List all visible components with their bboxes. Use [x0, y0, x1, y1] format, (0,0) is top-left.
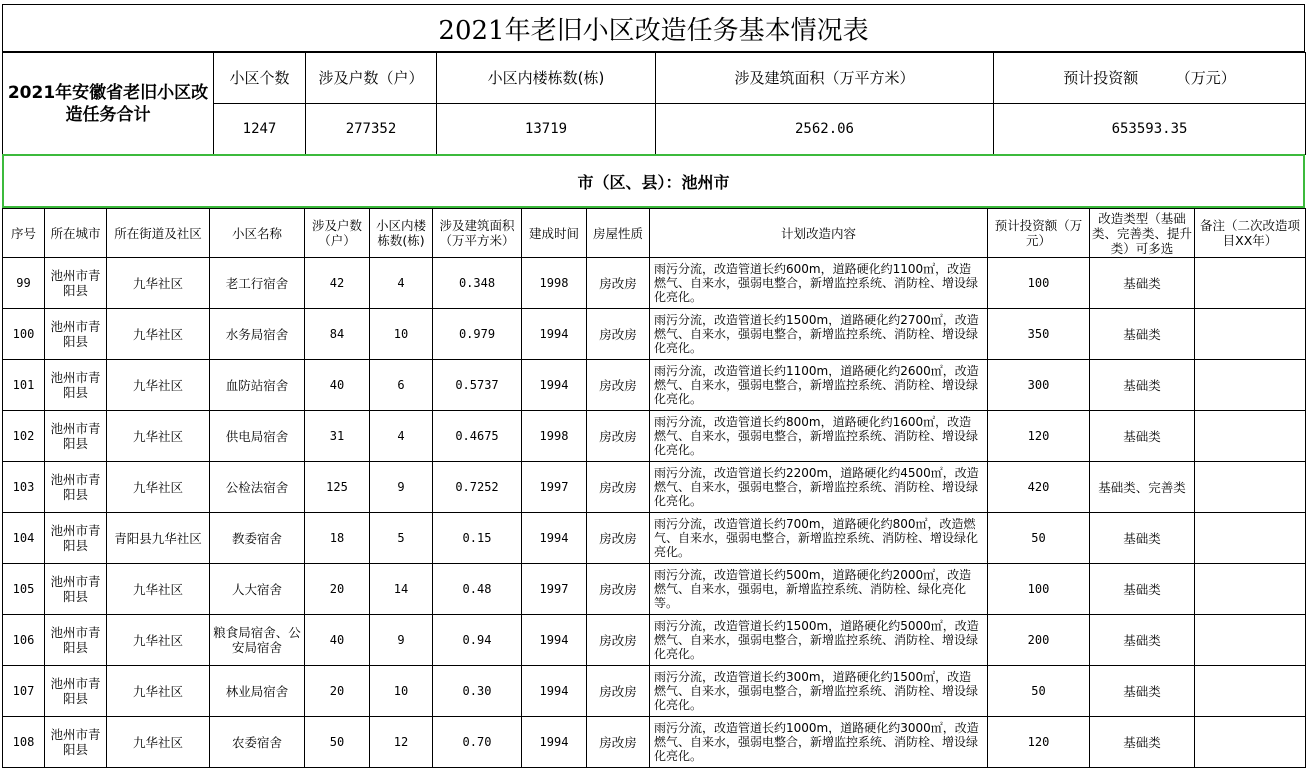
cell-plan: 雨污分流，改造管道长约500m，道路硬化约2000㎡，改造燃气、自来水，强弱电，新增监控系统、消防栓、绿化亮化等。 [650, 564, 988, 615]
cell-renovation-type: 基础类 [1090, 717, 1195, 768]
summary-header-households: 涉及户数（户） [306, 53, 437, 104]
cell-renovation-type: 基础类 [1090, 615, 1195, 666]
table-row [3, 411, 1306, 462]
cell-buildings: 10 [370, 666, 433, 717]
cell-serial: 103 [3, 462, 45, 513]
table-row [3, 666, 1306, 717]
table-row [3, 462, 1306, 513]
cell-households: 125 [305, 462, 370, 513]
cell-plan: 雨污分流，改造管道长约300m，道路硬化约1500㎡，改造燃气、自来水，强弱电整合，新增监控系统、消防栓、增设绿化亮化。 [650, 666, 988, 717]
summary-header-communities: 小区个数 [214, 53, 306, 104]
cell-buildings: 9 [370, 615, 433, 666]
cell-year: 1994 [522, 309, 587, 360]
cell-community-name: 人大宿舍 [210, 564, 305, 615]
cell-area: 0.15 [433, 513, 522, 564]
cell-serial: 107 [3, 666, 45, 717]
cell-households: 40 [305, 360, 370, 411]
cell-households: 40 [305, 615, 370, 666]
sheet-title: 2021年老旧小区改造任务基本情况表 [2, 4, 1305, 52]
summary-header-investment: 预计投资额 （万元） [994, 53, 1306, 104]
column-header: 改造类型（基础类、完善类、提升类）可多选 [1090, 209, 1195, 258]
cell-investment: 350 [988, 309, 1090, 360]
cell-city: 池州市青阳县 [45, 462, 107, 513]
column-header: 涉及建筑面积（万平方米） [433, 209, 522, 258]
cell-buildings: 5 [370, 513, 433, 564]
cell-buildings: 6 [370, 360, 433, 411]
cell-year: 1994 [522, 666, 587, 717]
cell-investment: 200 [988, 615, 1090, 666]
cell-city: 池州市青阳县 [45, 615, 107, 666]
column-header: 预计投资额（万元） [988, 209, 1090, 258]
cell-investment: 300 [988, 360, 1090, 411]
cell-area: 0.5737 [433, 360, 522, 411]
column-header: 涉及户数（户） [305, 209, 370, 258]
cell-street: 青阳县九华社区 [107, 513, 210, 564]
cell-serial: 105 [3, 564, 45, 615]
table-row [3, 615, 1306, 666]
cell-serial: 108 [3, 717, 45, 768]
cell-renovation-type: 基础类 [1090, 360, 1195, 411]
cell-area: 0.30 [433, 666, 522, 717]
cell-investment: 420 [988, 462, 1090, 513]
cell-street: 九华社区 [107, 360, 210, 411]
cell-investment: 100 [988, 258, 1090, 309]
cell-housing-nature: 房改房 [587, 411, 650, 462]
cell-serial: 99 [3, 258, 45, 309]
cell-city: 池州市青阳县 [45, 411, 107, 462]
cell-city: 池州市青阳县 [45, 564, 107, 615]
column-header: 备注（二次改造项目XX年） [1195, 209, 1306, 258]
cell-housing-nature: 房改房 [587, 666, 650, 717]
column-header: 小区内楼栋数(栋) [370, 209, 433, 258]
cell-serial: 100 [3, 309, 45, 360]
cell-households: 42 [305, 258, 370, 309]
cell-street: 九华社区 [107, 309, 210, 360]
cell-buildings: 4 [370, 258, 433, 309]
cell-city: 池州市青阳县 [45, 360, 107, 411]
summary-header-buildings: 小区内楼栋数(栋) [437, 53, 656, 104]
cell-buildings: 14 [370, 564, 433, 615]
cell-investment: 120 [988, 717, 1090, 768]
cell-year: 1994 [522, 513, 587, 564]
table-row [3, 309, 1306, 360]
cell-area: 0.70 [433, 717, 522, 768]
summary-value-investment: 653593.35 [994, 104, 1306, 155]
cell-area: 0.48 [433, 564, 522, 615]
summary-header-area: 涉及建筑面积（万平方米） [656, 53, 994, 104]
cell-city: 池州市青阳县 [45, 666, 107, 717]
cell-renovation-type: 基础类、完善类 [1090, 462, 1195, 513]
column-header: 所在街道及社区 [107, 209, 210, 258]
cell-investment: 50 [988, 513, 1090, 564]
cell-street: 九华社区 [107, 666, 210, 717]
cell-community-name: 农委宿舍 [210, 717, 305, 768]
table-row [3, 717, 1306, 768]
table-header-row [3, 209, 1306, 258]
cell-plan: 雨污分流，改造管道长约1500m，道路硬化约5000㎡，改造燃气、自来水，强弱电整合，新增监控系统、消防栓、增设绿化亮化。 [650, 615, 988, 666]
cell-housing-nature: 房改房 [587, 513, 650, 564]
summary-value-communities: 1247 [214, 104, 306, 155]
table-row [3, 360, 1306, 411]
summary-label: 2021年安徽省老旧小区改造任务合计 [3, 53, 214, 155]
cell-households: 20 [305, 666, 370, 717]
cell-renovation-type: 基础类 [1090, 258, 1195, 309]
cell-plan: 雨污分流，改造管道长约1100m，道路硬化约2600㎡，改造燃气、自来水，强弱电整合，新增监控系统、消防栓、增设绿化亮化。 [650, 360, 988, 411]
column-header: 所在城市 [45, 209, 107, 258]
cell-city: 池州市青阳县 [45, 513, 107, 564]
summary-value-households: 277352 [306, 104, 437, 155]
cell-renovation-type: 基础类 [1090, 411, 1195, 462]
cell-serial: 101 [3, 360, 45, 411]
cell-households: 84 [305, 309, 370, 360]
cell-buildings: 9 [370, 462, 433, 513]
cell-note [1195, 411, 1306, 462]
cell-housing-nature: 房改房 [587, 462, 650, 513]
table-row [3, 513, 1306, 564]
cell-housing-nature: 房改房 [587, 717, 650, 768]
cell-community-name: 血防站宿舍 [210, 360, 305, 411]
cell-year: 1994 [522, 717, 587, 768]
cell-year: 1997 [522, 462, 587, 513]
cell-community-name: 供电局宿舍 [210, 411, 305, 462]
cell-buildings: 10 [370, 309, 433, 360]
cell-note [1195, 309, 1306, 360]
cell-households: 31 [305, 411, 370, 462]
cell-year: 1994 [522, 360, 587, 411]
cell-investment: 100 [988, 564, 1090, 615]
cell-plan: 雨污分流，改造管道长约2200m，道路硬化约4500㎡，改造燃气、自来水，强弱电整合，新增监控系统、消防栓、增设绿化亮化。 [650, 462, 988, 513]
cell-year: 1997 [522, 564, 587, 615]
cell-renovation-type: 基础类 [1090, 564, 1195, 615]
cell-households: 20 [305, 564, 370, 615]
cell-note [1195, 258, 1306, 309]
column-header: 小区名称 [210, 209, 305, 258]
summary-table [2, 52, 1306, 155]
cell-plan: 雨污分流，改造管道长约1500m，道路硬化约2700㎡，改造燃气、自来水，强弱电整合，新增监控系统、消防栓、增设绿化亮化。 [650, 309, 988, 360]
summary-value-buildings: 13719 [437, 104, 656, 155]
column-header: 建成时间 [522, 209, 587, 258]
cell-note [1195, 360, 1306, 411]
cell-community-name: 林业局宿舍 [210, 666, 305, 717]
cell-area: 0.979 [433, 309, 522, 360]
cell-area: 0.94 [433, 615, 522, 666]
cell-households: 50 [305, 717, 370, 768]
city-band: 市（区、县）：池州市 [2, 154, 1305, 208]
cell-street: 九华社区 [107, 462, 210, 513]
cell-community-name: 水务局宿舍 [210, 309, 305, 360]
cell-area: 0.7252 [433, 462, 522, 513]
cell-housing-nature: 房改房 [587, 564, 650, 615]
cell-year: 1994 [522, 615, 587, 666]
cell-street: 九华社区 [107, 258, 210, 309]
cell-serial: 106 [3, 615, 45, 666]
cell-street: 九华社区 [107, 717, 210, 768]
cell-plan: 雨污分流，改造管道长约800m，道路硬化约1600㎡，改造燃气、自来水，强弱电整合，新增监控系统、消防栓、增设绿化亮化。 [650, 411, 988, 462]
summary-value-area: 2562.06 [656, 104, 994, 155]
table-row [3, 258, 1306, 309]
cell-community-name: 粮食局宿舍、公安局宿舍 [210, 615, 305, 666]
cell-housing-nature: 房改房 [587, 258, 650, 309]
column-header: 房屋性质 [587, 209, 650, 258]
cell-plan: 雨污分流，改造管道长约1000m，道路硬化约3000㎡，改造燃气、自来水，强弱电整合，新增监控系统、消防栓、增设绿化亮化。 [650, 717, 988, 768]
cell-community-name: 教委宿舍 [210, 513, 305, 564]
cell-buildings: 4 [370, 411, 433, 462]
cell-investment: 120 [988, 411, 1090, 462]
cell-housing-nature: 房改房 [587, 360, 650, 411]
cell-city: 池州市青阳县 [45, 309, 107, 360]
cell-renovation-type: 基础类 [1090, 666, 1195, 717]
cell-note [1195, 717, 1306, 768]
cell-renovation-type: 基础类 [1090, 309, 1195, 360]
cell-street: 九华社区 [107, 411, 210, 462]
cell-year: 1998 [522, 411, 587, 462]
table-row [3, 564, 1306, 615]
cell-renovation-type: 基础类 [1090, 513, 1195, 564]
cell-housing-nature: 房改房 [587, 309, 650, 360]
column-header: 序号 [3, 209, 45, 258]
cell-note [1195, 462, 1306, 513]
cell-street: 九华社区 [107, 564, 210, 615]
cell-investment: 50 [988, 666, 1090, 717]
cell-serial: 104 [3, 513, 45, 564]
cell-note [1195, 513, 1306, 564]
column-header: 计划改造内容 [650, 209, 988, 258]
cell-plan: 雨污分流，改造管道长约700m，道路硬化约800㎡，改造燃气、自来水，强弱电整合，新增监控系统、消防栓、增设绿化亮化。 [650, 513, 988, 564]
cell-plan: 雨污分流，改造管道长约600m，道路硬化约1100㎡，改造燃气、自来水，强弱电整合，新增监控系统、消防栓、增设绿化亮化。 [650, 258, 988, 309]
project-table [2, 208, 1306, 768]
cell-note [1195, 564, 1306, 615]
cell-city: 池州市青阳县 [45, 258, 107, 309]
cell-note [1195, 666, 1306, 717]
cell-households: 18 [305, 513, 370, 564]
cell-buildings: 12 [370, 717, 433, 768]
cell-community-name: 公检法宿舍 [210, 462, 305, 513]
cell-street: 九华社区 [107, 615, 210, 666]
cell-housing-nature: 房改房 [587, 615, 650, 666]
cell-year: 1998 [522, 258, 587, 309]
cell-area: 0.348 [433, 258, 522, 309]
cell-note [1195, 615, 1306, 666]
cell-city: 池州市青阳县 [45, 717, 107, 768]
cell-community-name: 老工行宿舍 [210, 258, 305, 309]
cell-area: 0.4675 [433, 411, 522, 462]
cell-serial: 102 [3, 411, 45, 462]
